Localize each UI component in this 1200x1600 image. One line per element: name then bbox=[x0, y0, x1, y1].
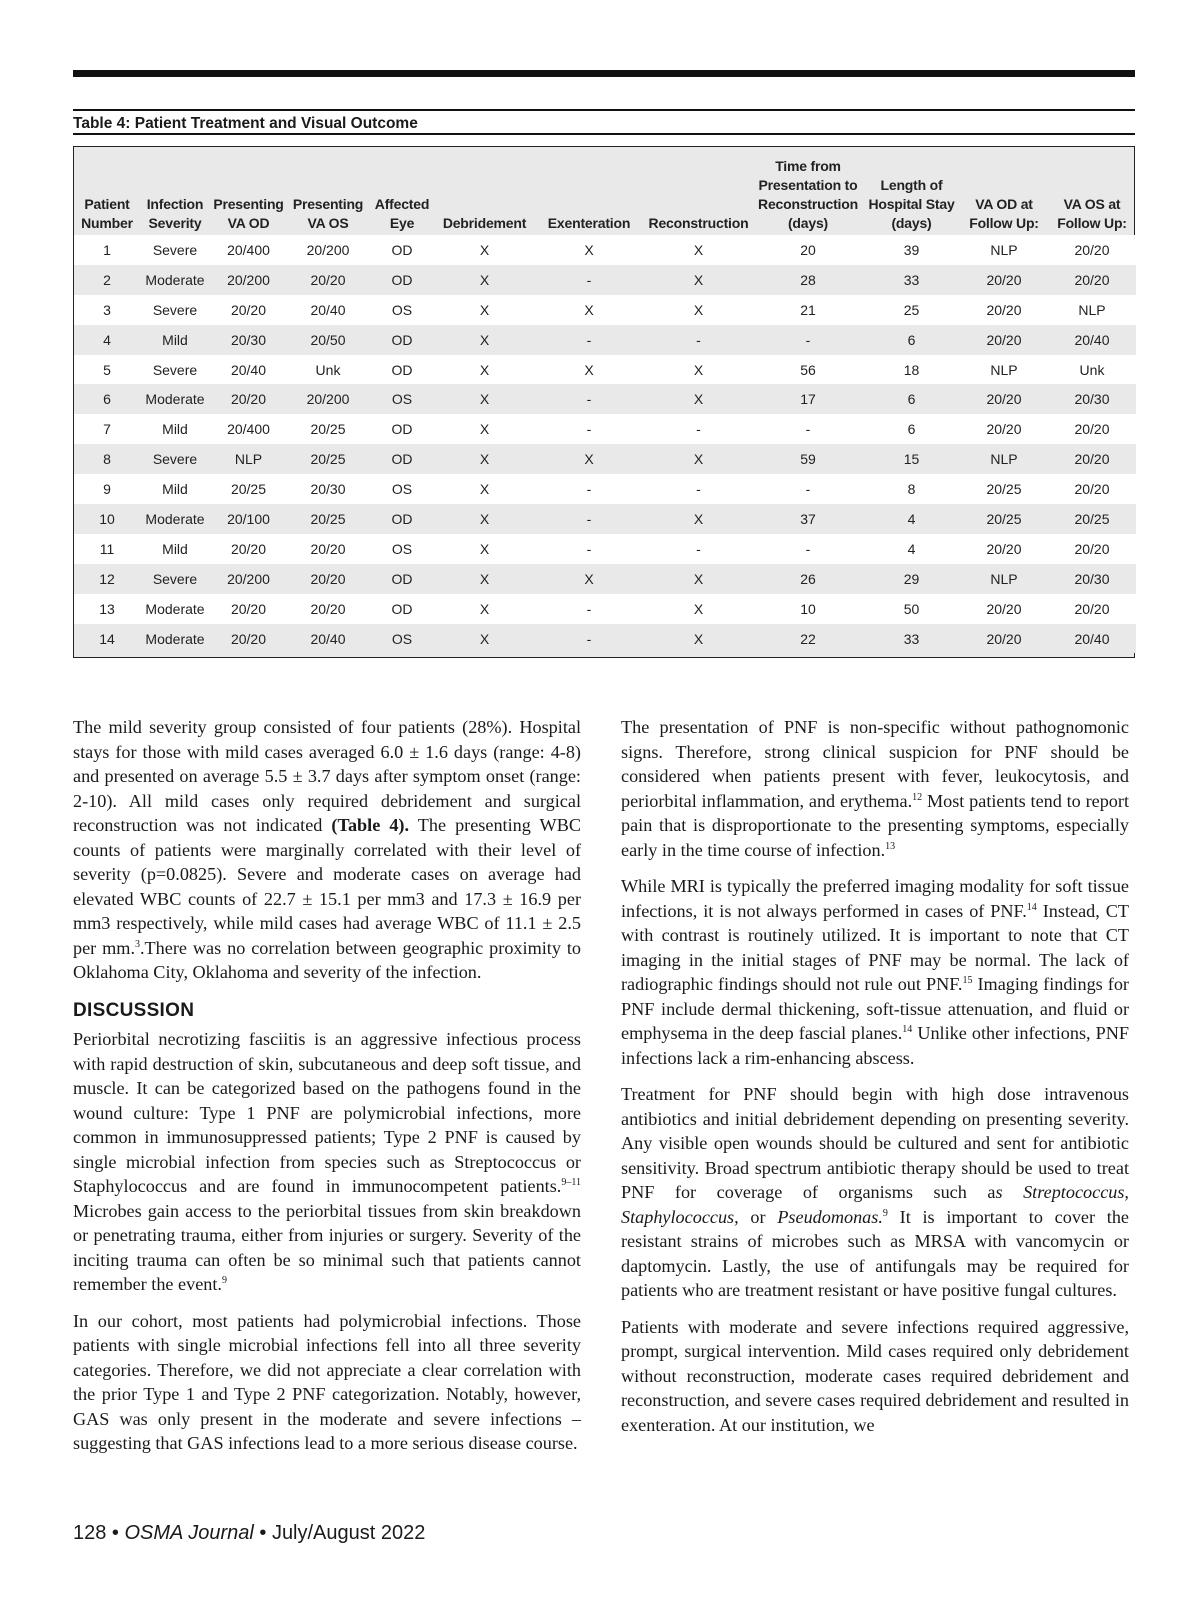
column-header: Length of Hospital Stay (days) bbox=[868, 177, 955, 231]
table-cell: X bbox=[435, 265, 534, 295]
table-cell: X bbox=[435, 594, 534, 624]
column-header: Infection Severity bbox=[146, 196, 204, 231]
table-cell: X bbox=[435, 325, 534, 355]
table-cell: 20/20 bbox=[287, 564, 369, 594]
table-cell: 20/20 bbox=[960, 384, 1048, 414]
table-cell: 20/20 bbox=[960, 624, 1048, 654]
table-cell: 6 bbox=[863, 414, 960, 444]
table-cell: Severe bbox=[140, 444, 210, 474]
table-cell: 20/30 bbox=[287, 474, 369, 504]
table-cell: Severe bbox=[140, 564, 210, 594]
table-cell: - bbox=[534, 624, 644, 654]
table-cell: 20/40 bbox=[210, 355, 287, 385]
table-cell: NLP bbox=[1048, 295, 1136, 325]
table-cell: Mild bbox=[140, 325, 210, 355]
table-cell: 20/20 bbox=[960, 325, 1048, 355]
table-cell: 1 bbox=[74, 235, 140, 265]
table-row bbox=[74, 235, 1136, 265]
table-cell: 11 bbox=[74, 534, 140, 564]
table-row bbox=[74, 265, 1136, 295]
table-cell: 20/200 bbox=[210, 265, 287, 295]
table-cell: 5 bbox=[74, 355, 140, 385]
table-cell: 9 bbox=[74, 474, 140, 504]
left-column bbox=[73, 715, 581, 1468]
paragraph: Patients with moderate and severe infections required aggressive, prompt, surgical intervention. Mild cases required only debridement without reconstruction, moderate cases required debridement and reconstruction, and severe cases required debridement and resulted in exenteration. At our institution, we bbox=[621, 1316, 1129, 1435]
table-cell: 20/20 bbox=[960, 265, 1048, 295]
table-cell: 15 bbox=[863, 444, 960, 474]
table-cell: X bbox=[435, 235, 534, 265]
table-cell: Severe bbox=[140, 355, 210, 385]
paragraph: Periorbital necrotizing fasciitis is an aggressive infectious process with rapid destruction of skin, subcutaneous and deep soft tissue, and muscle. It can be categorized based on the pathogens found in the wound culture: Type 1 PNF are polymicrobial infections, more common in immunosuppressed patients; Type 2 PNF is caused by single microbial infection from species such as Streptococcus or Staphylococcus and are found in immunocompetent patients.$^{9-11}$ Microbes gain access to the periorbital tissues from skin breakdown or penetrating trauma, either from injuries or surgery. Severity of the inciting trauma can often be so minimal such that patients cannot remember the event.$^9$ bbox=[73, 1029, 581, 1294]
table-row bbox=[74, 594, 1136, 624]
table-cell: X bbox=[644, 504, 753, 534]
table-cell: 20/20 bbox=[960, 295, 1048, 325]
table-cell: 20/20 bbox=[1048, 444, 1136, 474]
table-cell: 20/20 bbox=[287, 265, 369, 295]
table-cell: 10 bbox=[753, 594, 863, 624]
table-cell: 21 bbox=[753, 295, 863, 325]
table-cell: X bbox=[644, 384, 753, 414]
table-cell: 20/40 bbox=[287, 624, 369, 654]
table-cell: OS bbox=[369, 295, 435, 325]
paragraph: The presentation of PNF is non-specific without pathognomonic signs. Therefore, strong clinical suspicion for PNF should be considered when patients present with fever, leukocytosis, and periorbital inflammation, and erythema.$^{12}$ Most patients tend to report pain that is disproportionate to the presenting symptoms, especially early in the time course of infection.$^{13}$ bbox=[621, 717, 1129, 860]
table-cell: 29 bbox=[863, 564, 960, 594]
table-cell: OD bbox=[369, 564, 435, 594]
table-cell: 20/30 bbox=[210, 325, 287, 355]
table-cell: X bbox=[534, 355, 644, 385]
table-cell: Moderate bbox=[140, 594, 210, 624]
table-row bbox=[74, 295, 1136, 325]
table-cell: X bbox=[644, 594, 753, 624]
table-cell: NLP bbox=[960, 444, 1048, 474]
table-cell: - bbox=[534, 534, 644, 564]
table-cell: 59 bbox=[753, 444, 863, 474]
table-header-row bbox=[74, 147, 1136, 235]
table-cell: 13 bbox=[74, 594, 140, 624]
table-cell: - bbox=[534, 414, 644, 444]
table-cell: - bbox=[644, 414, 753, 444]
table-row bbox=[74, 534, 1136, 564]
table-cell: OD bbox=[369, 235, 435, 265]
table-cell: X bbox=[435, 534, 534, 564]
table-cell: 20/20 bbox=[210, 295, 287, 325]
table-cell: - bbox=[753, 325, 863, 355]
table-cell: Moderate bbox=[140, 504, 210, 534]
table-cell: - bbox=[753, 474, 863, 504]
table-cell: X bbox=[534, 295, 644, 325]
table-cell: Mild bbox=[140, 474, 210, 504]
section-heading: DISCUSSION bbox=[73, 999, 195, 1021]
table-cell: 8 bbox=[863, 474, 960, 504]
table-cell: 6 bbox=[863, 325, 960, 355]
table-cell: Mild bbox=[140, 414, 210, 444]
table-cell: 3 bbox=[74, 295, 140, 325]
table-cell: NLP bbox=[960, 564, 1048, 594]
table-cell: 20/20 bbox=[1048, 265, 1136, 295]
table-cell: 20/20 bbox=[210, 594, 287, 624]
table-cell: 20/25 bbox=[287, 444, 369, 474]
table-cell: 20/20 bbox=[210, 384, 287, 414]
page-number: 128 bbox=[73, 1522, 107, 1544]
table-cell: OD bbox=[369, 355, 435, 385]
table-cell: X bbox=[644, 564, 753, 594]
table-cell: 20/40 bbox=[1048, 325, 1136, 355]
table-cell: X bbox=[534, 235, 644, 265]
table-cell: X bbox=[644, 235, 753, 265]
table-cell: - bbox=[644, 325, 753, 355]
table-row bbox=[74, 564, 1136, 594]
page-footer: 128 • OSMA Journal • July/August 2022 bbox=[73, 1522, 426, 1544]
table-cell: 20/40 bbox=[1048, 624, 1136, 654]
table-body bbox=[74, 235, 1136, 653]
table-cell: 20/20 bbox=[960, 594, 1048, 624]
table-row bbox=[74, 414, 1136, 444]
table-cell: 20/20 bbox=[1048, 414, 1136, 444]
table-cell: X bbox=[534, 564, 644, 594]
data-table bbox=[74, 147, 1136, 653]
table-cell: X bbox=[435, 444, 534, 474]
table-cell: Mild bbox=[140, 534, 210, 564]
table-cell: 20/25 bbox=[287, 504, 369, 534]
paragraph: In our cohort, most patients had polymicrobial infections. Those patients with single microbial infections fell into all three severity categories. Therefore, we did not appreciate a clear correlation with the prior Type 1 and Type 2 PNF categorization. Notably, however, GAS was only present in the moderate and severe infections – suggesting that GAS infections lead to a more serious disease course. bbox=[73, 1310, 581, 1453]
table-cell: X bbox=[435, 474, 534, 504]
table-cell: 20/20 bbox=[1048, 235, 1136, 265]
table-cell: 4 bbox=[863, 504, 960, 534]
table-cell: X bbox=[644, 295, 753, 325]
table-cell: X bbox=[435, 564, 534, 594]
table-cell: Moderate bbox=[140, 265, 210, 295]
table-cell: - bbox=[753, 414, 863, 444]
table-cell: - bbox=[644, 534, 753, 564]
journal-name: OSMA Journal bbox=[124, 1522, 254, 1544]
table-cell: 20/40 bbox=[287, 295, 369, 325]
table-cell: X bbox=[644, 624, 753, 654]
top-rule bbox=[73, 70, 1135, 77]
table-cell: X bbox=[435, 504, 534, 534]
table-cell: X bbox=[644, 355, 753, 385]
table-cell: X bbox=[644, 444, 753, 474]
table-cell: 20/20 bbox=[960, 414, 1048, 444]
table-cell: 20/50 bbox=[287, 325, 369, 355]
column-header: Presenting VA OD bbox=[213, 196, 284, 231]
table-cell: 20/20 bbox=[1048, 474, 1136, 504]
table-cell: 20/20 bbox=[1048, 534, 1136, 564]
table-cell: 7 bbox=[74, 414, 140, 444]
table-cell: X bbox=[644, 265, 753, 295]
table-cell: - bbox=[534, 504, 644, 534]
table-row bbox=[74, 444, 1136, 474]
table-cell: 20/20 bbox=[1048, 594, 1136, 624]
column-header: VA OS at Follow Up: bbox=[1057, 196, 1127, 231]
table-cell: NLP bbox=[960, 355, 1048, 385]
table-row bbox=[74, 325, 1136, 355]
table-cell: 8 bbox=[74, 444, 140, 474]
table-cell: 56 bbox=[753, 355, 863, 385]
column-header: Reconstruction bbox=[648, 215, 749, 231]
table-cell: 20/20 bbox=[287, 534, 369, 564]
table-cell: OS bbox=[369, 624, 435, 654]
table-cell: 20/200 bbox=[210, 564, 287, 594]
issue-date: July/August 2022 bbox=[271, 1522, 426, 1544]
treatment-table bbox=[73, 146, 1135, 658]
table-cell: OD bbox=[369, 265, 435, 295]
table-cell: 20/25 bbox=[960, 474, 1048, 504]
table-cell: NLP bbox=[960, 235, 1048, 265]
table-cell: 20/25 bbox=[210, 474, 287, 504]
table-cell: OS bbox=[369, 534, 435, 564]
paragraph: While MRI is typically the preferred imaging modality for soft tissue infections, it is not always performed in cases of PNF.$^{14}$ Instead, CT with contrast is routinely utilized. It is important to note that CT imaging in the initial stages of PNF may be normal. The lack of radiographic findings should not rule out PNF.$^{15}$ Imaging findings for PNF include dermal thickening, soft-tissue attenuation, and fluid or emphysema in the deep fascial planes.$^{14}$ Unlike other infections, PNF infections lack a rim-enhancing abscess. bbox=[621, 876, 1129, 1068]
table-cell: 17 bbox=[753, 384, 863, 414]
table-cell: 20/20 bbox=[210, 624, 287, 654]
table-cell: 20/20 bbox=[960, 534, 1048, 564]
table-cell: X bbox=[435, 624, 534, 654]
table-cell: 26 bbox=[753, 564, 863, 594]
table-cell: OD bbox=[369, 325, 435, 355]
table-cell: - bbox=[753, 534, 863, 564]
table-cell: 20/20 bbox=[287, 594, 369, 624]
table-cell: - bbox=[534, 265, 644, 295]
table-cell: Unk bbox=[1048, 355, 1136, 385]
table-cell: OS bbox=[369, 384, 435, 414]
table-cell: 10 bbox=[74, 504, 140, 534]
table-cell: 37 bbox=[753, 504, 863, 534]
table-cell: 20/25 bbox=[1048, 504, 1136, 534]
table-cell: 20/200 bbox=[287, 384, 369, 414]
table-row bbox=[74, 384, 1136, 414]
table-cell: 12 bbox=[74, 564, 140, 594]
table-cell: - bbox=[644, 474, 753, 504]
table-cell: NLP bbox=[210, 444, 287, 474]
table-cell: 20 bbox=[753, 235, 863, 265]
table-row bbox=[74, 474, 1136, 504]
table-cell: Moderate bbox=[140, 384, 210, 414]
table-row bbox=[74, 504, 1136, 534]
table-cell: 6 bbox=[863, 384, 960, 414]
table-cell: OS bbox=[369, 474, 435, 504]
table-cell: X bbox=[435, 295, 534, 325]
table-cell: X bbox=[435, 414, 534, 444]
column-header: Patient Number bbox=[81, 196, 133, 231]
table-cell: X bbox=[534, 444, 644, 474]
table-cell: 28 bbox=[753, 265, 863, 295]
table-cell: - bbox=[534, 384, 644, 414]
table-cell: 18 bbox=[863, 355, 960, 385]
table-cell: 25 bbox=[863, 295, 960, 325]
column-header: Time from Presentation to Reconstruction (days) bbox=[758, 158, 858, 231]
table-cell: X bbox=[435, 384, 534, 414]
table-cell: 20/25 bbox=[960, 504, 1048, 534]
table-cell: Moderate bbox=[140, 624, 210, 654]
table-cell: 20/20 bbox=[210, 534, 287, 564]
table-cell: 2 bbox=[74, 265, 140, 295]
table-cell: 14 bbox=[74, 624, 140, 654]
table-cell: - bbox=[534, 594, 644, 624]
table-cell: 20/400 bbox=[210, 414, 287, 444]
table-cell: 6 bbox=[74, 384, 140, 414]
paragraph: Treatment for PNF should begin with high dose intravenous antibiotics and initial debridement depending on presenting severity. Any visible open wounds should be cultured and sent for antibiotic sensitivity. Broad spectrum antibiotic therapy should be used to treat PNF for coverage of organisms such as Streptococcus, Staphylococcus, or Pseudomonas.$^9$ It is important to cover the resistant strains of microbes such as MRSA with vancomycin or daptomycin. Lastly, the use of antifungals may be required for patients who are treatment resistant or have positive fungal cultures. bbox=[621, 1084, 1130, 1300]
table-cell: X bbox=[435, 355, 534, 385]
table-cell: 20/30 bbox=[1048, 564, 1136, 594]
table-row bbox=[74, 355, 1136, 385]
table-cell: 20/400 bbox=[210, 235, 287, 265]
table-cell: 4 bbox=[74, 325, 140, 355]
table-cell: 50 bbox=[863, 594, 960, 624]
table-cell: Unk bbox=[287, 355, 369, 385]
table-cell: OD bbox=[369, 594, 435, 624]
right-column bbox=[621, 715, 1129, 1449]
table-cell: OD bbox=[369, 414, 435, 444]
table-cell: 20/100 bbox=[210, 504, 287, 534]
table-cell: OD bbox=[369, 444, 435, 474]
table-cell: 20/200 bbox=[287, 235, 369, 265]
table-cell: 39 bbox=[863, 235, 960, 265]
table-cell: 22 bbox=[753, 624, 863, 654]
column-header: Affected Eye bbox=[374, 196, 430, 231]
column-header: Exenteration bbox=[547, 215, 631, 231]
table-cell: 33 bbox=[863, 624, 960, 654]
column-header: VA OD at Follow Up: bbox=[969, 196, 1039, 231]
paragraph: The mild severity group consisted of four patients (28%). Hospital stays for those with mild cases averaged 6.0 ± 1.6 days (range: 4-8) and presented on average 5.5 ± 3.7 days after symptom onset (range: 2-10). All mild cases only required debridement and surgical reconstruction was not indicated (Table 4). The presenting WBC counts of patients were marginally correlated with their level of severity (p=0.0825). Severe and moderate cases on average had elevated WBC counts of 22.7 ± 15.1 per mm3 and 17.3 ± 16.9 per mm3 respectively, while mild cases had average WBC of 11.1 ± 2.5 per mm.$^3$.There was no correlation between geographic proximity to Oklahoma City, Oklahoma and severity of the infection. bbox=[73, 717, 581, 982]
table-row bbox=[74, 624, 1136, 654]
table-cell: Severe bbox=[140, 295, 210, 325]
table-caption: Table 4: Patient Treatment and Visual Outcome bbox=[73, 109, 1135, 135]
table-cell: 33 bbox=[863, 265, 960, 295]
table-cell: 4 bbox=[863, 534, 960, 564]
table-cell: - bbox=[534, 325, 644, 355]
table-cell: Severe bbox=[140, 235, 210, 265]
table-cell: 20/25 bbox=[287, 414, 369, 444]
table-cell: 20/30 bbox=[1048, 384, 1136, 414]
column-header: Debridement bbox=[442, 215, 527, 231]
column-header: Presenting VA OS bbox=[292, 196, 364, 231]
table-cell: OD bbox=[369, 504, 435, 534]
table-cell: - bbox=[534, 474, 644, 504]
